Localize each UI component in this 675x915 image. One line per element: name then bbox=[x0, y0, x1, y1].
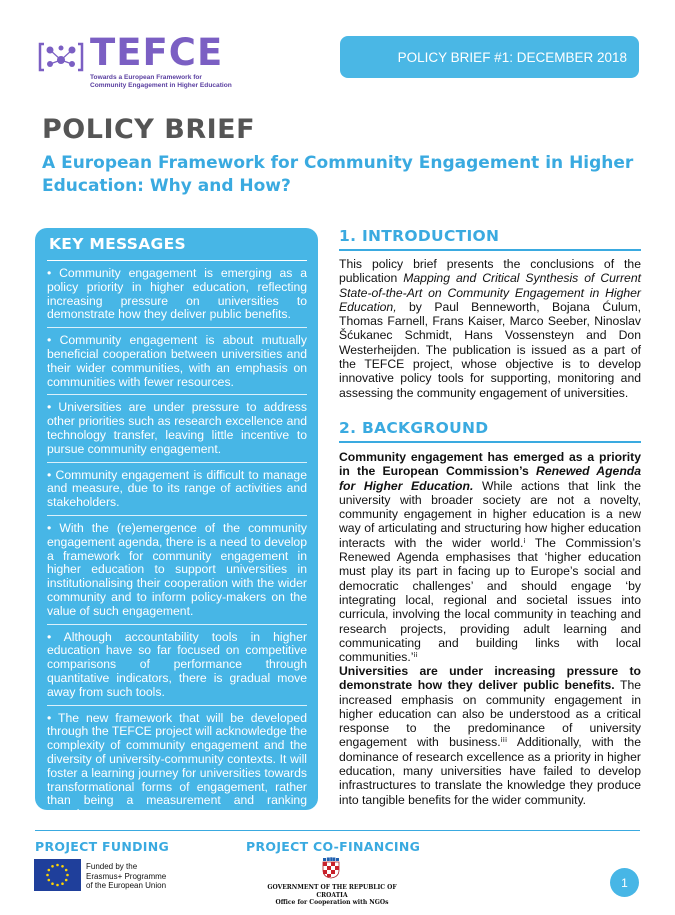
background-heading: 2. BACKGROUND bbox=[339, 419, 489, 437]
eu-text-line1: Funded by the bbox=[86, 862, 138, 871]
footer-divider bbox=[35, 830, 640, 831]
introduction-rule bbox=[339, 249, 641, 251]
background-rule bbox=[339, 441, 641, 443]
key-message-divider bbox=[47, 462, 307, 463]
logo-wordmark: TEFCE bbox=[90, 31, 224, 74]
key-message-item: • Community engagement is emerging as a policy priority in higher education, reflecting increasing pressure on universities to demonstrate how they deliver public benefits. bbox=[47, 266, 307, 322]
background-lead-bold: Community engagement has emerged as a priority in the European Commission’s bbox=[339, 450, 641, 479]
key-messages-heading: KEY MESSAGES bbox=[49, 235, 186, 253]
key-messages-box bbox=[35, 228, 318, 822]
eu-flag-icon bbox=[34, 859, 81, 891]
key-message-divider bbox=[47, 624, 307, 625]
key-messages-rule bbox=[47, 260, 307, 261]
introduction-paragraph bbox=[339, 257, 641, 400]
croatian-government-text bbox=[262, 884, 402, 907]
logo-subtitle-line2: Community Engagement in Higher Education bbox=[90, 82, 232, 89]
key-message-item: • With the (re)emergence of the community engagement agenda, there is a need to develop a framework for community engagement in higher education to support universities in institutionalising their cooperation with the wider community and to inform policy-makers on the value of such engagement. bbox=[47, 520, 307, 618]
key-message-divider bbox=[47, 705, 307, 706]
eu-funding-text bbox=[86, 862, 196, 891]
background-agenda-title: Renewed Agenda for Higher Education. bbox=[339, 464, 641, 493]
background-text-2: The increased emphasis on community engagement in higher education can also be understood as a critical response to the predominance of university engagement with business.ⁱⁱⁱ Additionally, with the dominance of research excellence as a priority in higher education, many universities have failed to develop infrastructures to translate the knowledge they produce into tangible benefits for the wider community. bbox=[339, 678, 641, 807]
background-paragraph-2 bbox=[339, 664, 641, 807]
subtitle-line1: A European Framework for Community Engagement in Higher bbox=[42, 153, 634, 173]
intro-text-a: This policy brief presents the conclusions of the publication bbox=[339, 257, 641, 286]
eu-text-line3: of the European Union bbox=[86, 881, 167, 890]
tefce-logo-icon bbox=[38, 40, 84, 74]
key-message-item: • Although accountability tools in higher education have so far focused on competitive comparisons of performance through quantitative indicators, there is gradual move away from such tools. bbox=[47, 629, 307, 699]
background-lead-bold-2: Universities are under increasing pressure to demonstrate how they deliver public benefits. bbox=[339, 664, 641, 693]
background-text-1: While actions that link the university with broader society are not a novelty, community engagement in higher education is a new way of articulating and structuring how higher education interacts with the wider world.ⁱ The Commission’s Renewed Agenda emphasises that ‘higher education must play its part in facing up to Europe’s social and democratic challenges’ and should engage ‘by integrating local, regional and societal issues into curricula, involving the local community in teaching and research projects, providing adult learning and communicating and building links with local communities.’ⁱⁱ bbox=[339, 478, 641, 665]
project-funding-heading: PROJECT FUNDING bbox=[35, 839, 170, 854]
page-number: 1 bbox=[610, 868, 639, 897]
project-cofinancing-heading: PROJECT CO-FINANCING bbox=[246, 839, 421, 854]
brief-number-badge: POLICY BRIEF #1: DECEMBER 2018 bbox=[340, 36, 639, 78]
key-message-item: • Community engagement is difficult to manage and measure, due to its range of activities and stakeholders. bbox=[47, 467, 307, 510]
subtitle-line2: Education: Why and How? bbox=[42, 176, 291, 196]
page-title: POLICY BRIEF bbox=[42, 114, 256, 145]
eu-text-line2: Erasmus+ Programme bbox=[86, 871, 167, 881]
logo-subtitle bbox=[90, 74, 240, 90]
gov-text-line2: Office for Cooperation with NGOs bbox=[275, 899, 389, 906]
key-message-item: • Community engagement is about mutually beneficial cooperation between universities and their wider communities, with an emphasis on communities with fewer resources. bbox=[47, 333, 307, 389]
intro-text-b: by Paul Benneworth, Bojana Ćulum, Thomas Farnell, Frans Kaiser, Marco Seeber, Ninoslav Šćukanec Schmidt, Hans Vossensteyn and Don Westerheijden. The publication is issued as a part of the TEFCE project, whose objective is to develop innovative policy tools for supporting, monitoring and assessing the community engagement of universities. bbox=[339, 299, 641, 400]
intro-publication-title: Mapping and Critical Synthesis of Current State-of-the-Art on Community Engagement in Higher Education, bbox=[339, 271, 641, 314]
croatia-crest-icon bbox=[322, 857, 340, 879]
key-message-item: • The new framework that will be developed through the TEFCE project will acknowledge the complexity of community engagement and the diversity of university-community contexts. It will foster a learning journey for universities towards transformational forms of engagement, rather than being a measurement and ranking exercise. bbox=[47, 710, 307, 822]
gov-text-line1: GOVERNMENT OF THE REPUBLIC OF CROATIA bbox=[267, 884, 397, 899]
introduction-heading: 1. INTRODUCTION bbox=[339, 227, 500, 245]
key-message-divider bbox=[47, 394, 307, 395]
key-message-divider bbox=[47, 327, 307, 328]
key-message-divider bbox=[47, 515, 307, 516]
background-paragraph-1 bbox=[339, 450, 641, 664]
key-message-item: • Universities are under pressure to address other priorities such as research excellence and technology transfer, leaving little incentive to pursue community engagement. bbox=[47, 400, 307, 456]
logo-subtitle-line1: Towards a European Framework for bbox=[90, 74, 202, 81]
page-subtitle bbox=[42, 152, 652, 198]
